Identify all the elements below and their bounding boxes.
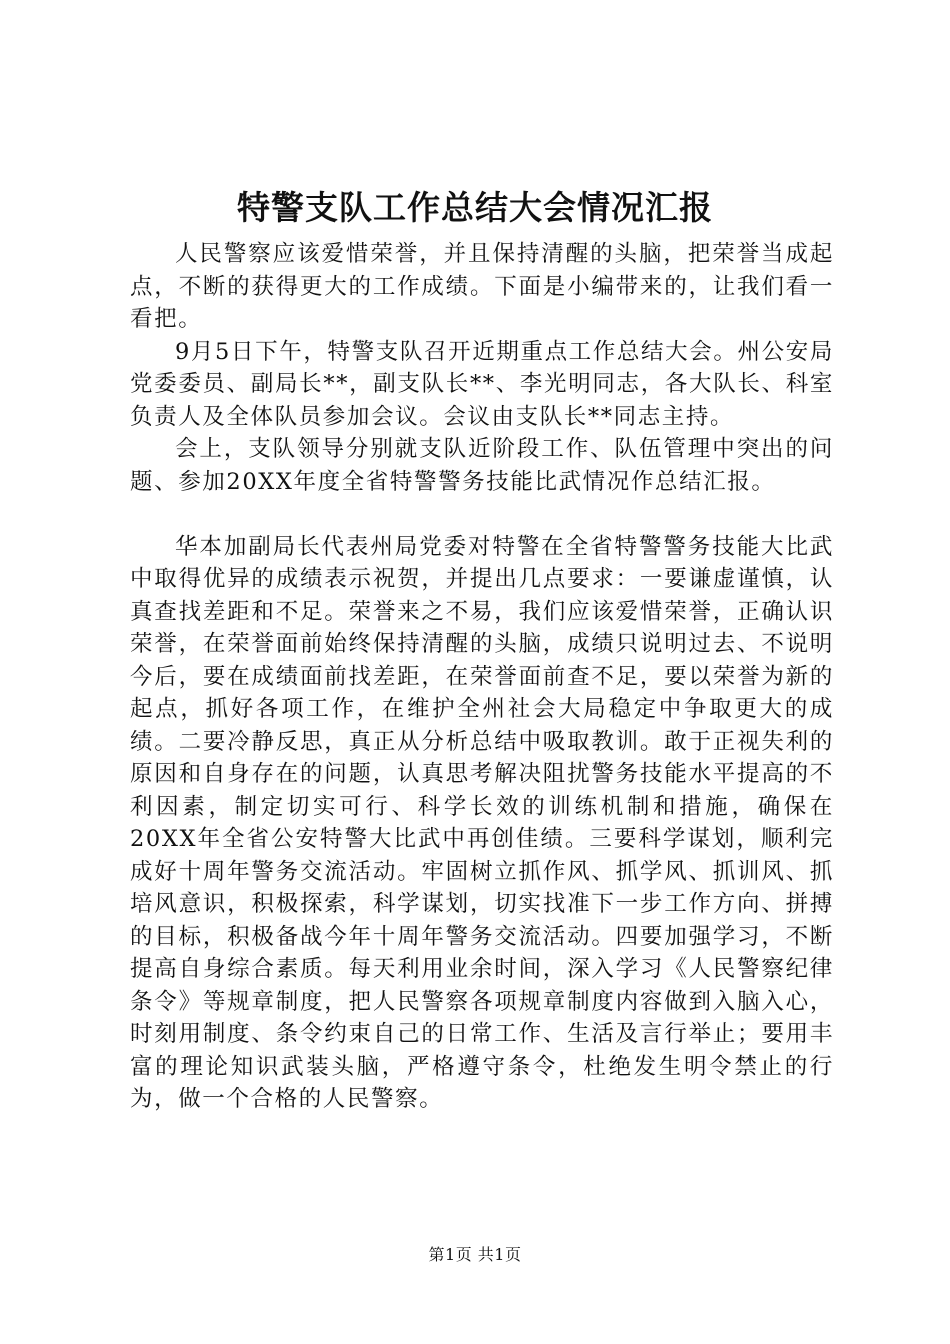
paragraph-requirements: 华本加副局长代表州局党委对特警在全省特警警务技能大比武中取得优异的成绩表示祝贺，并提出几点要求：一要谦虚谨慎，认真查找差距和不足。荣誉来之不易，我们应该爱惜荣誉，正确认识荣誉，在荣誉面前始终保持清醒的头脑，成绩只说明过去、不说明今后，要在成绩面前找差距，在荣誉面前查不足，要以荣誉为新的起点，抓好各项工作，在维护全州社会大局稳定中争取更大的成绩。二要冷静反思，真正从分析总结中吸取教训。敢于正视失利的原因和自身存在的问题，认真思考解决阻扰警务技能水平提高的不利因素，制定切实可行、科学长效的训练机制和措施，确保在20XX年全省公安特警大比武中再创佳绩。三要科学谋划，顺利完成好十周年警务交流活动。牢固树立抓作风、抓学风、抓训风、抓培风意识，积极探索，科学谋划，切实找准下一步工作方向、拼搏的目标，积极备战今年十周年警务交流活动。四要加强学习，不断提高自身综合素质。每天利用业余时间，深入学习《人民警察纪律条令》等规章制度，把人民警察各项规章制度内容做到入脑入心，时刻用制度、条令约束自己的日常工作、生活及言行举止；要用丰富的理论知识武装头脑，严格遵守条令，杜绝发生明令禁止的行为，做一个合格的人民警察。 — [130, 533, 834, 1112]
page-number: 第1页 共1页 — [428, 1245, 522, 1264]
paragraph-intro: 人民警察应该爱惜荣誉，并且保持清醒的头脑，把荣誉当成起点，不断的获得更大的工作成绩。下面是小编带来的，让我们看一看把。 — [130, 241, 834, 332]
document-body — [130, 238, 834, 1116]
document-title: 特警支队工作总结大会情况汇报 — [237, 188, 713, 227]
paragraph-report: 会上，支队领导分别就支队近阶段工作、队伍管理中突出的问题、参加20XX年度全省特警警务技能比武情况作总结汇报。 — [130, 436, 834, 495]
paragraph-meeting: 9月5日下午，特警支队召开近期重点工作总结大会。州公安局党委委员、副局长**，副支队长**、李光明同志，各大队长、科室负责人及全体队员参加会议。会议由支队长**同志主持。 — [130, 338, 834, 430]
